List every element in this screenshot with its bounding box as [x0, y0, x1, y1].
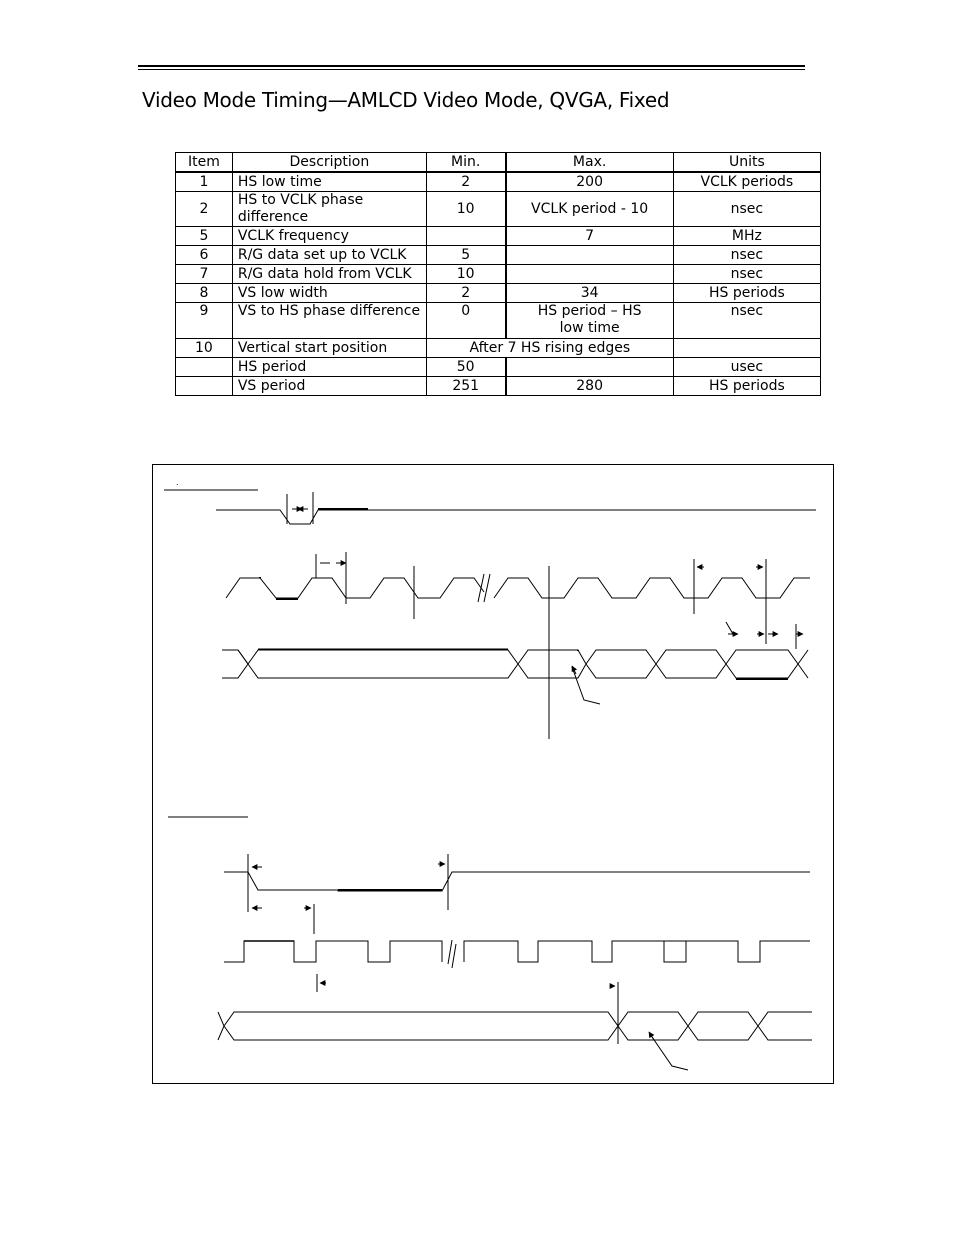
cell-description: VS to HS phase difference: [232, 303, 426, 339]
cell-item: [176, 377, 233, 396]
cell-max: [506, 265, 674, 284]
table-row: [176, 192, 821, 227]
timing-diagram: [152, 464, 834, 1084]
cell-min: 2: [426, 172, 505, 192]
data-bus-cell-4: [726, 650, 798, 678]
cell-units: nsec: [673, 192, 820, 227]
cell-description: VS period: [232, 377, 426, 396]
cell-description: R/G data hold from VCLK: [232, 265, 426, 284]
table-row: [176, 172, 821, 192]
cell-item: 7: [176, 265, 233, 284]
header-rule-thin: [138, 69, 805, 70]
cell-description: HS low time: [232, 172, 426, 192]
hs-pulse-train-left: [224, 941, 442, 962]
table-row: [176, 227, 821, 246]
table-row: [176, 284, 821, 303]
cell-min: 251: [426, 377, 505, 396]
cell-units: nsec: [673, 303, 820, 339]
col-header-max: Max.: [506, 153, 674, 173]
vdata-callout-arrow: [650, 1034, 688, 1070]
cell-item: [176, 358, 233, 377]
cell-units: MHz: [673, 227, 820, 246]
timing-spec-table: [175, 152, 821, 396]
cell-max: 34: [506, 284, 674, 303]
col-header-units: Units: [673, 153, 820, 173]
vdata-bus-invalid: [224, 1012, 618, 1040]
cell-description: Vertical start position: [232, 339, 426, 358]
table-row: [176, 339, 821, 358]
vdata-bus-cell-1: [618, 1012, 688, 1040]
cell-units: VCLK periods: [673, 172, 820, 192]
cell-min: [426, 227, 505, 246]
cell-min-max-span: After 7 HS rising edges: [426, 339, 673, 358]
table-header-row: [176, 153, 821, 173]
cell-min: 0: [426, 303, 505, 339]
cell-units: HS periods: [673, 377, 820, 396]
cell-item: 2: [176, 192, 233, 227]
data-bus-invalid: [238, 650, 518, 678]
vdata-bus-cell-2: [688, 1012, 758, 1040]
small-mark: .: [176, 478, 179, 487]
cell-item: 5: [176, 227, 233, 246]
data-callout-arrow: [572, 667, 600, 704]
col-header-min: Min.: [426, 153, 505, 173]
cell-item: 9: [176, 303, 233, 339]
cell-max: 280: [506, 377, 674, 396]
data-bus-left-stub: [222, 650, 248, 678]
cell-item: 6: [176, 246, 233, 265]
data-bus-cell-2: [586, 650, 656, 678]
table-row: [176, 377, 821, 396]
cell-min: 50: [426, 358, 505, 377]
cell-max: [506, 246, 674, 265]
hs-pulse-train-right: [464, 941, 810, 962]
cell-units: [673, 339, 820, 358]
vclk-waveform-left: [226, 578, 484, 598]
cell-description: HS to VCLK phase difference: [232, 192, 426, 227]
vdata-bus-left-stub: [218, 1012, 224, 1040]
table-row: [176, 246, 821, 265]
data-bus-cell-3: [656, 650, 726, 678]
table-row: [176, 265, 821, 284]
cell-units: HS periods: [673, 284, 820, 303]
vclk-waveform-right: [494, 578, 810, 598]
cell-min: 5: [426, 246, 505, 265]
cell-max: VCLK period - 10: [506, 192, 674, 227]
table-row: [176, 358, 821, 377]
cell-max: [506, 358, 674, 377]
vs-waveform: [224, 872, 810, 891]
col-header-description: Description: [232, 153, 426, 173]
cell-units: nsec: [673, 246, 820, 265]
cell-item: 10: [176, 339, 233, 358]
cell-max: HS period – HS low time: [506, 303, 674, 339]
vdata-bus-cell-3-bottom: [758, 1026, 812, 1040]
col-header-item: Item: [176, 153, 233, 173]
header-rule-thick: [138, 65, 805, 67]
cell-min: 10: [426, 265, 505, 284]
page-title: Video Mode Timing—AMLCD Video Mode, QVGA, Fixed: [142, 88, 670, 112]
cell-description: VS low width: [232, 284, 426, 303]
cell-description: R/G data set up to VCLK: [232, 246, 426, 265]
cell-item: 1: [176, 172, 233, 192]
cell-min: 2: [426, 284, 505, 303]
table-row: [176, 303, 821, 339]
cell-units: usec: [673, 358, 820, 377]
vdata-bus-cell-3-top: [758, 1012, 812, 1026]
cell-max: 7: [506, 227, 674, 246]
cell-item: 8: [176, 284, 233, 303]
cell-min: 10: [426, 192, 505, 227]
cell-description: HS period: [232, 358, 426, 377]
hs-waveform: [216, 510, 368, 524]
cell-description: VCLK frequency: [232, 227, 426, 246]
cell-units: nsec: [673, 265, 820, 284]
cell-max: 200: [506, 172, 674, 192]
